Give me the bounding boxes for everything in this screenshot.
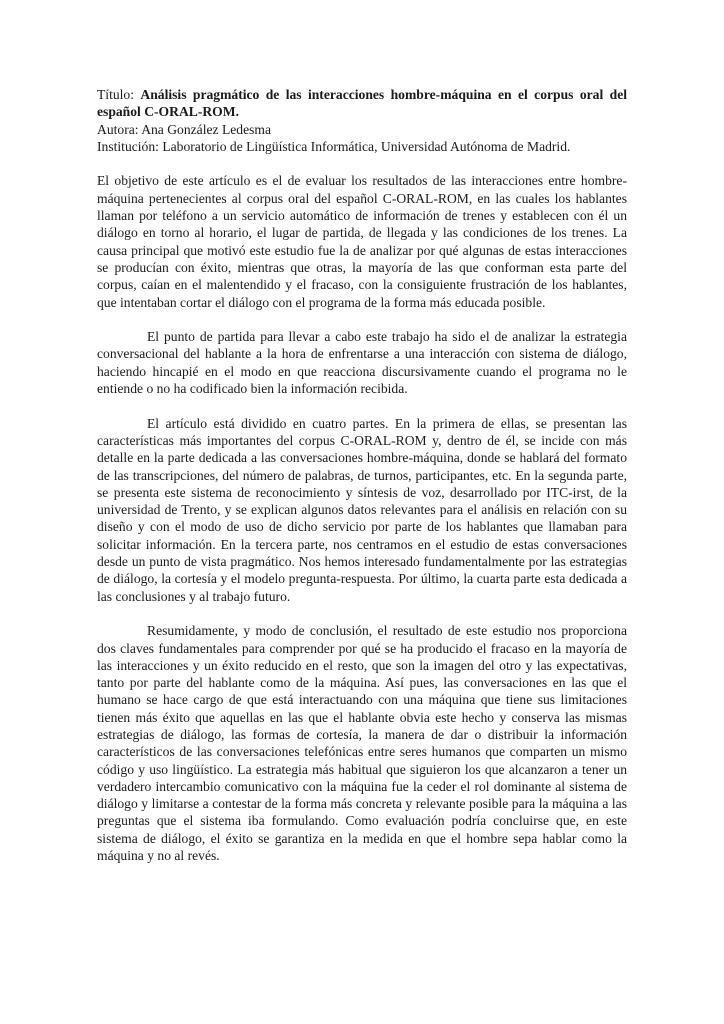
author-label: Autora: — [97, 121, 142, 137]
title-label: Título: — [97, 87, 141, 102]
paragraph-objective: El objetivo de este artículo es el de evaluar los resultados de las interacciones entre hombre-máquina pertenecientes al corpus oral del español C-ORAL-ROM, en las cuales los hablantes llaman por teléfono a un servicio automático de información de trenes y establecen con él un diálogo en torno al horario, el lugar de partida, de llegada y las condiciones de los trenes. La causa principal que motivó este estudio fue la de analizar por qué algunas de estas interacciones se producían con éxito, mientras que otras, la mayoría de las que conforman esta parte del corpus, caían en el malentendido y el fracaso, con la consiguiente frustración de los hablantes, que intentaban cortar el diálogo con el programa de la forma más educada posible. — [97, 173, 627, 310]
paragraph-starting-point: El punto de partida para llevar a cabo este trabajo ha sido el de analizar la estrategia conversacional del hablante a la hora de enfrentarse a una interacción con sistema de diálogo, haciendo hincapié en el modo en que reacciona discursivamente cuando el programa no le entiende o no ha codificado bien la información recibida. — [97, 329, 627, 397]
paragraph-article-structure: El artículo está dividido en cuatro partes. En la primera de ellas, se presentan las características más importantes del corpus C-ORAL-ROM y, dentro de él, se incide con más detalle en la parte dedicada a las conversaciones hombre-máquina, donde se hablará del formato de las transcripciones, del número de palabras, de turnos, participantes, etc. En la segunda parte, se presenta este sistema de reconocimiento y síntesis de voz, desarrollado por ITC-irst, de la universidad de Trento, y se explican algunos datos relevantes para el análisis en relación con su diseño y con el modo de uso de dicho servicio por parte de los hablantes que llamaban para solicitar información. En la tercera parte, nos centramos en el estudio de estas conversaciones desde un punto de vista pragmático. Nos hemos interesado fundamentalmente por las estrategias de diálogo, la cortesía y el modelo pregunta-respuesta. Por último, la cuarta parte esta dedicada a las conclusiones y al trabajo futuro. — [97, 415, 627, 604]
document-title-line — [97, 86, 627, 121]
paragraph-conclusion: Resumidamente, y modo de conclusión, el resultado de este estudio nos proporciona dos claves fundamentales para comprender por qué se ha producido el fracaso en la mayoría de las interacciones y un éxito reducido en el resto, que son la imagen del otro y las expectativas, tanto por parte del hablante como de la máquina. Así pues, las conversaciones en las que el humano se hace cargo de que está interactuando con una máquina que tiene sus limitaciones tienen más éxito que aquellas en las que el hablante obvia este hecho y conserva las mismas estrategias de diálogo, las formas de cortesía, la manera de dar o distribuir la información característicos de las conversaciones telefónicas entre seres humanos que comparten un mismo código y uso lingüístico. La estrategia más habitual que siguieron los que alcanzaron a tener un verdadero intercambio comunicativo con la máquina fue la ceder el rol dominante al sistema de diálogo y limitarse a contestar de la forma más concreta y relevante posible para la máquina a las preguntas que el sistema iba formulando. Como evaluación podría concluirse que, en este sistema de diálogo, el éxito se garantiza en la medida en que el hombre sepa hablar como la máquina y no al revés. — [97, 623, 627, 864]
author-line — [97, 121, 627, 138]
institution-line — [97, 138, 627, 155]
institution-label: Institución: — [97, 138, 163, 154]
document-header — [97, 86, 627, 155]
author-name: Ana González Ledesma — [141, 121, 272, 137]
institution-name: Laboratorio de Lingüística Informática, Universidad Autónoma de Madrid. — [162, 138, 571, 154]
document-title: Análisis pragmático de las interacciones hombre-máquina en el corpus oral del español C-ORAL-ROM. — [97, 87, 628, 120]
abstract-body — [97, 172, 627, 864]
